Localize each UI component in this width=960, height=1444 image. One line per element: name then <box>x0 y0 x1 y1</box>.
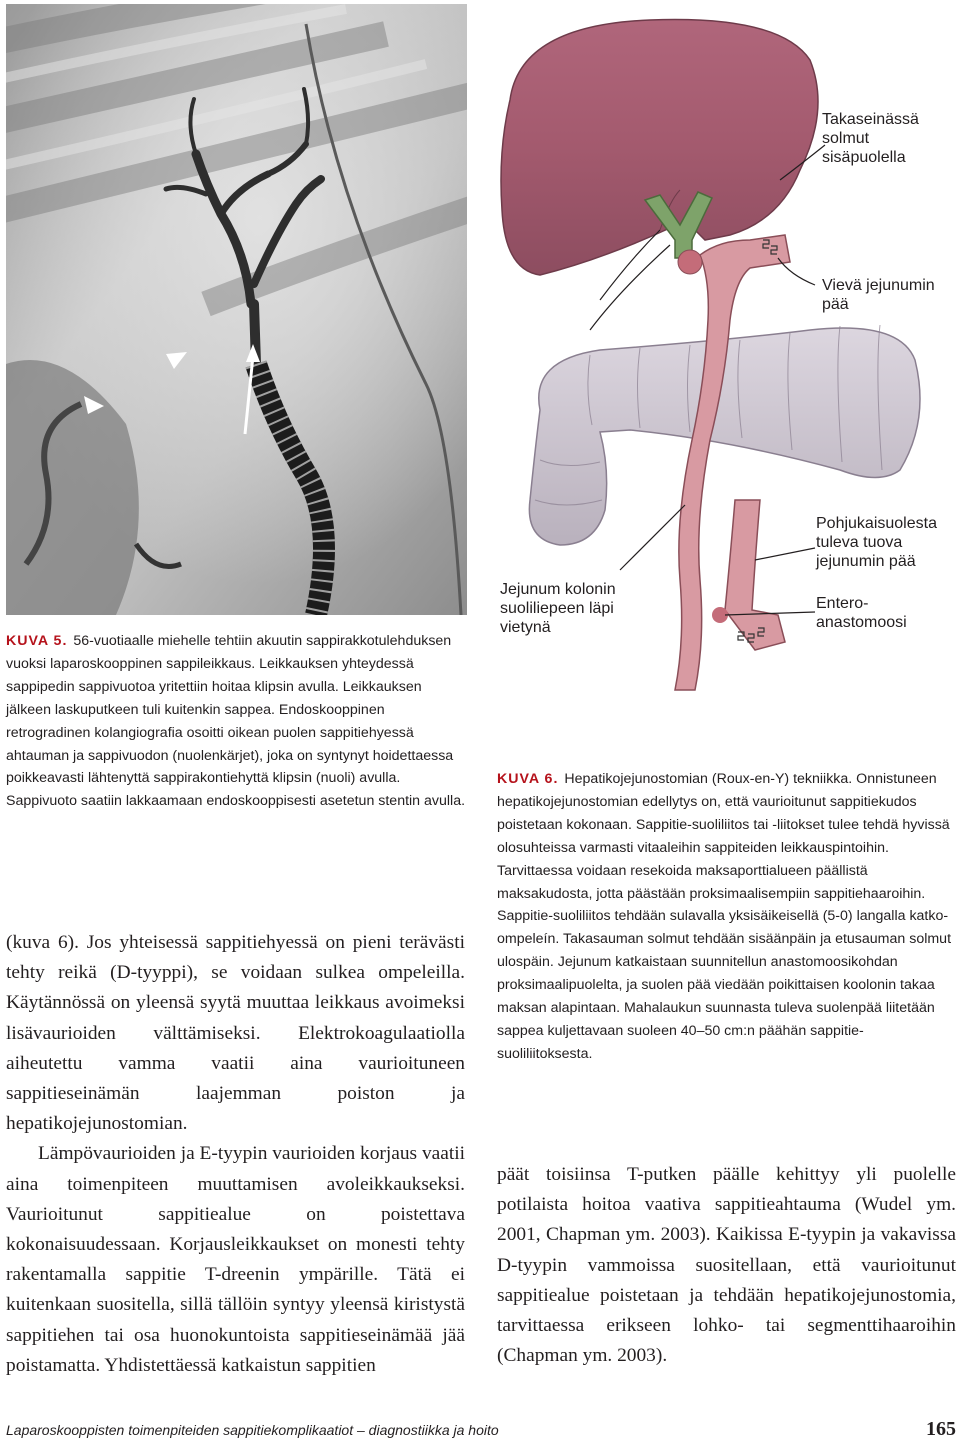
label-entero: Entero-anastomoosi <box>816 595 907 631</box>
cholangiography-xray-image <box>6 4 467 615</box>
page-number: 165 <box>926 1418 956 1440</box>
figure6-caption-text: Hepatikojejunostomian (Roux-en-Y) tekniikka. Onnistuneen hepatikojejunostomian edellytys on, että vaurioitunut sappitiekudos poistetaan kokonaan. Sappitie-suoliliitos tai -liitokset tulee tehdä hyvissä olosuhteissa varmasti vitaaleihin sappiteiden leikkauspintoihin. Tarvittaessa voidaan resekoida maksaporttialueen päällistä maksakudosta, jotta päästään proksimaalisempiin sappitiehaaroihin. Sappitie-suoliliitos tehdään sulavalla yksisäikeisellä (5-0) langalla katko-ompeleín. Takasauman solmut tehdään sisäänpäin ja etusauman solmut ulospäin. Jejunum katkaistaan suunnitellun anastomoosikohdan proksimaalipuolelta, ja suolen pää viedään poikittaisen koolonin takaa maksan alapintaan. Mahalaukun suunnasta tuleva suolenpää liitetään sappea kuljettavaan suoleen 40–50 cm:n päähän sappitie-suoliliitoksesta. <box>497 771 952 1062</box>
left-paragraph-2: Lämpövaurioiden ja E-tyypin vaurioiden korjaus vaatii aina toimenpiteen muuttamisen avoleikkaukseksi. Vaurioitunut sappitiealue on poistettava kokonaisuudessaan. Korjausleikkaukset on monesti tehty rakentamalla sappitie T-dreenin ympärille. Tätä ei kuitenkaan suositella, sillä tällöin syntyy yleensä kiristystä sappitiehen tai osa huonokuntoista sappitieseinämää jää poistamatta. Yhdistettäessä katkaistun sappitien <box>6 1143 466 1376</box>
running-footer-title: Laparoskooppisten toimenpiteiden sappitiekomplikaatiot – diagnostiikka ja hoito <box>6 1422 499 1438</box>
figure5-label: KUVA 5. <box>6 633 68 649</box>
right-paragraph-1: päät toisiinsa T-putken päälle kehittyy yli puolelle potilaista hoitoa vaativa sappitieahtauma (Wudel ym. 2001, Chapman ym. 2003). Kaikissa E-tyypin ja vakavissa D-tyypin vammoissa suositellaan, että vaurioitunut sappitiealue poistetaan ja tehdään hepatikojejunostomia, tarvittaessa erikseen lohko- tai segmenttihaaroihin (Chapman ym. 2003). <box>497 1164 956 1367</box>
figure5-caption <box>6 630 466 813</box>
page-footer <box>6 1418 956 1442</box>
right-body-column <box>497 1160 956 1371</box>
figure6-label: KUVA 6. <box>497 771 559 787</box>
figure6-caption <box>497 768 955 1066</box>
label-pohjukaisuolesta: Pohjukaisuolesta tuleva tuova jejunumin pää <box>816 515 937 570</box>
afferent-jejunum <box>725 500 785 650</box>
figure5-caption-text: 56-vuotiaalle miehelle tehtiin akuutin sappirakkotulehduksen vuoksi laparoskooppinen sappileikkaus. Leikkauksen yhteydessä sappipedin sappivuotoa yritettiin hoitaa klipsin avulla. Leikkauksen jälkeen laskuputkeen tuli kuitenkin sappea. Endoskooppinen retrogradinen kolangiografia osoitti oikean puolen sappitiehyessä ahtauman ja sappivuodon (nuolenkärjet), joka on syntynyt hoidettaessa poikkeavasti lähtenyttä sappirakontiehyttä klipsin (nuoli) avulla. Sappivuoto saatiin lakkaamaan endoskooppisesti asetetun stentin avulla. <box>6 633 466 810</box>
label-jejunum-kolonin: Jejunum kolonin suoliliepeen läpi vietynä <box>500 581 616 636</box>
label-vieva: Vievä jejunumin pää <box>822 277 935 313</box>
left-body-column <box>6 928 465 1381</box>
left-paragraph-1: (kuva 6). Jos yhteisessä sappitiehyessä on pieni terävästi tehty reikä (D-tyyppi), se voidaan sulkea ompeleilla. Käytännössä on yleensä syytä muuttaa leikkaus avoimeksi lisävaurioiden välttämiseksi. Elektrokoagulaatiolla aiheutettu vamma vaatii aina vaurioituneen sappitieseinämän laajemman poiston ja hepatikojejunostomian. <box>6 932 465 1135</box>
label-takaseina: Takaseinässä solmut sisäpuolella <box>822 111 919 166</box>
